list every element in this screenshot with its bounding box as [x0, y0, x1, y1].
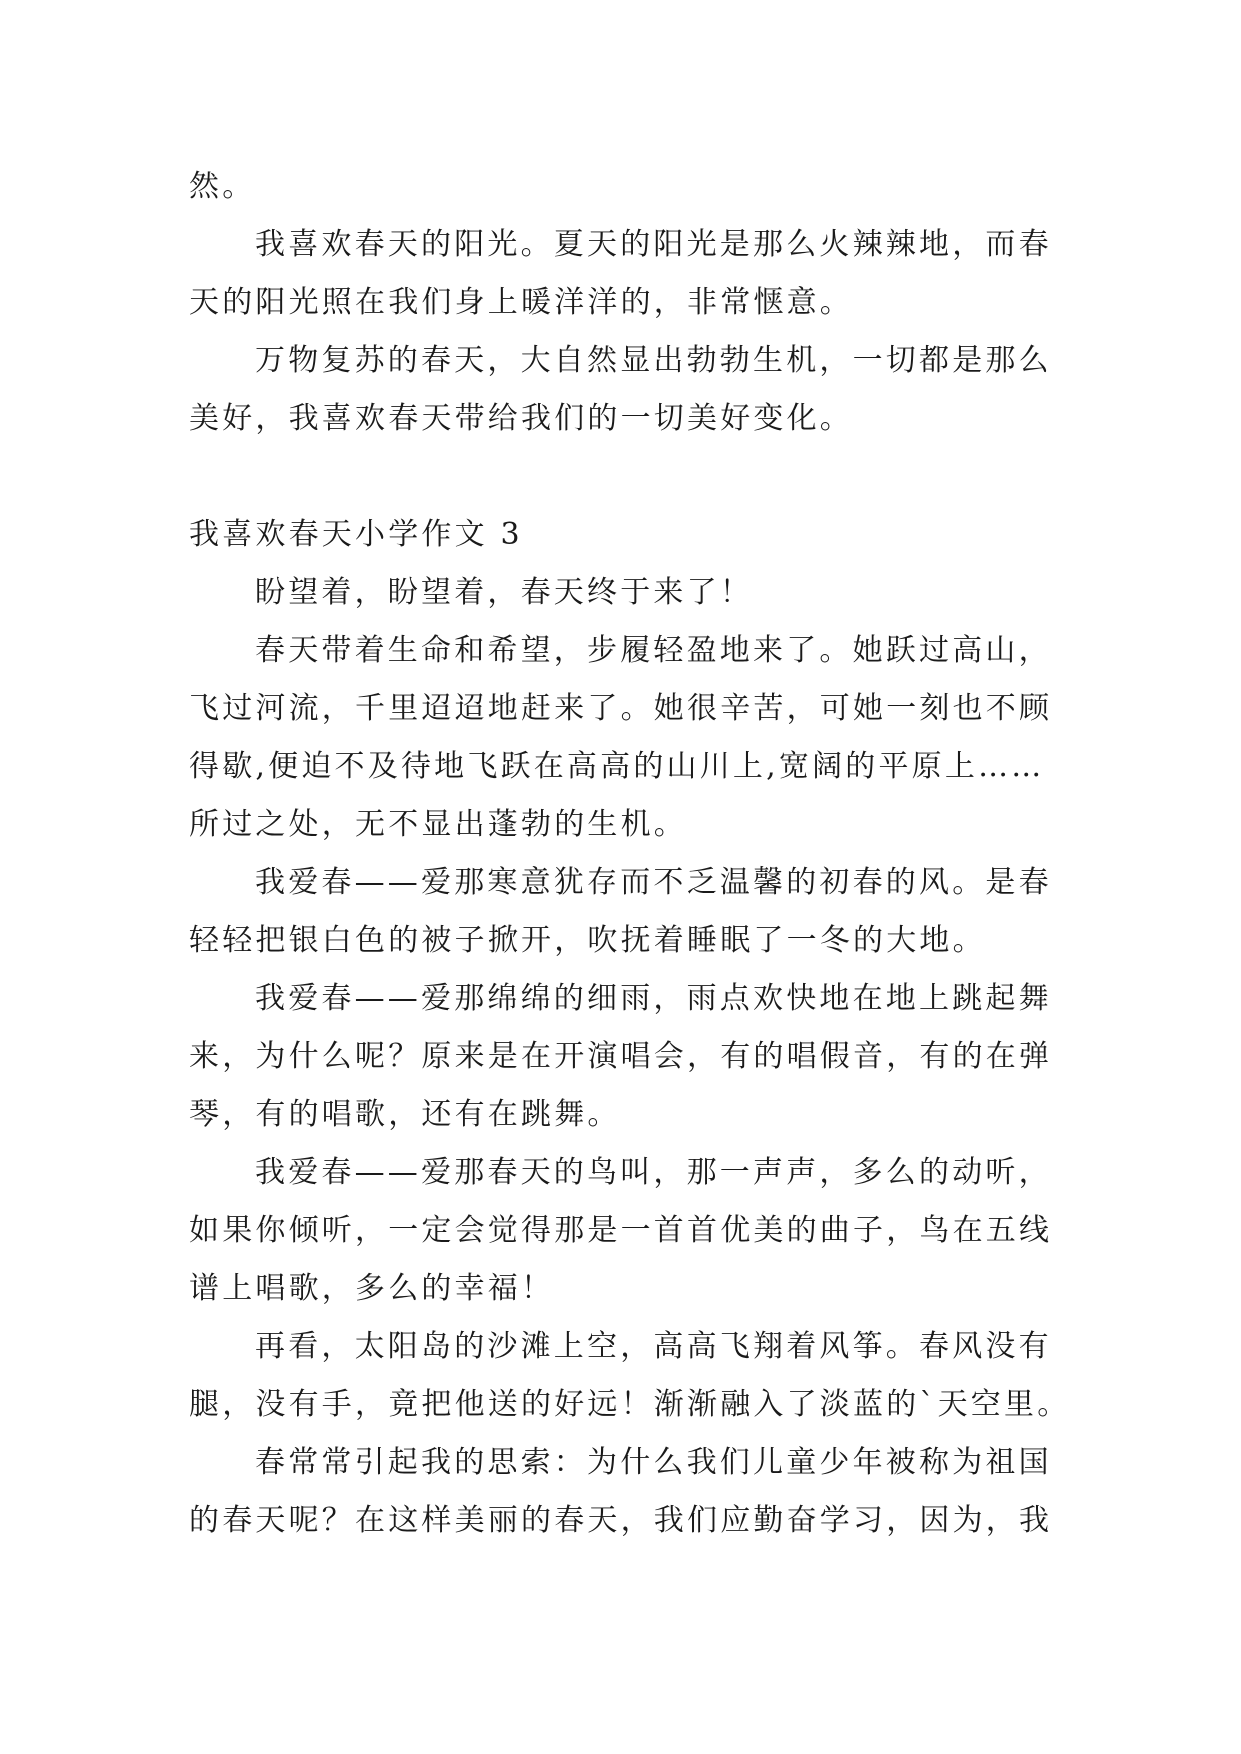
text-line: 琴，有的唱歌，还有在跳舞。 — [189, 1097, 621, 1132]
paragraph-start-line: 春天带着生命和希望，步履轻盈地来了。她跃过高山， — [255, 633, 1052, 668]
text-line: 飞过河流，千里迢迢地赶来了。她很辛苦，可她一刻也不顾 — [189, 691, 1053, 726]
paragraph-start-line: 我爱春——爱那寒意犹存而不乏温馨的初春的风。是春 — [255, 865, 1052, 900]
paragraph-start-line: 盼望着，盼望着，春天终于来了！ — [255, 575, 753, 610]
text-line: 腿，没有手，竟把他送的好远！渐渐融入了淡蓝的`天空里。 — [189, 1387, 1071, 1422]
text-line: 的春天呢？在这样美丽的春天，我们应勤奋学习，因为，我 — [189, 1503, 1053, 1538]
text-line: 美好，我喜欢春天带给我们的一切美好变化。 — [189, 401, 853, 436]
paragraph-start-line: 我爱春——爱那绵绵的细雨，雨点欢快地在地上跳起舞 — [255, 981, 1052, 1016]
section-title: 我喜欢春天小学作文 3 — [189, 517, 523, 552]
text-line: 如果你倾听，一定会觉得那是一首首优美的曲子，鸟在五线 — [189, 1213, 1053, 1248]
paragraph-start-line: 我爱春——爱那春天的鸟叫，那一声声，多么的动听， — [255, 1155, 1052, 1190]
section-gap — [189, 448, 1069, 506]
text-line: 得歇,便迫不及待地飞跃在高高的山川上,宽阔的平原上…… — [189, 749, 1045, 784]
text-line: 天的阳光照在我们身上暖洋洋的，非常惬意。 — [189, 285, 853, 320]
paragraph-start-line: 再看，太阳岛的沙滩上空，高高飞翔着风筝。春风没有 — [255, 1329, 1052, 1364]
paragraph-start-line: 春常常引起我的思索：为什么我们儿童少年被称为祖国 — [255, 1445, 1052, 1480]
text-line: 然。 — [189, 169, 256, 204]
paragraph-start-line: 我喜欢春天的阳光。夏天的阳光是那么火辣辣地，而春 — [255, 227, 1052, 262]
text-line: 所过之处，无不显出蓬勃的生机。 — [189, 807, 687, 842]
paragraph-start-line: 万物复苏的春天，大自然显出勃勃生机，一切都是那么 — [255, 343, 1052, 378]
document-body — [189, 158, 1069, 1550]
text-line: 谱上唱歌，多么的幸福！ — [189, 1271, 555, 1306]
text-line: 来，为什么呢？原来是在开演唱会，有的唱假音，有的在弹 — [189, 1039, 1053, 1074]
text-line: 轻轻把银白色的被子掀开，吹抚着睡眠了一冬的大地。 — [189, 923, 986, 958]
